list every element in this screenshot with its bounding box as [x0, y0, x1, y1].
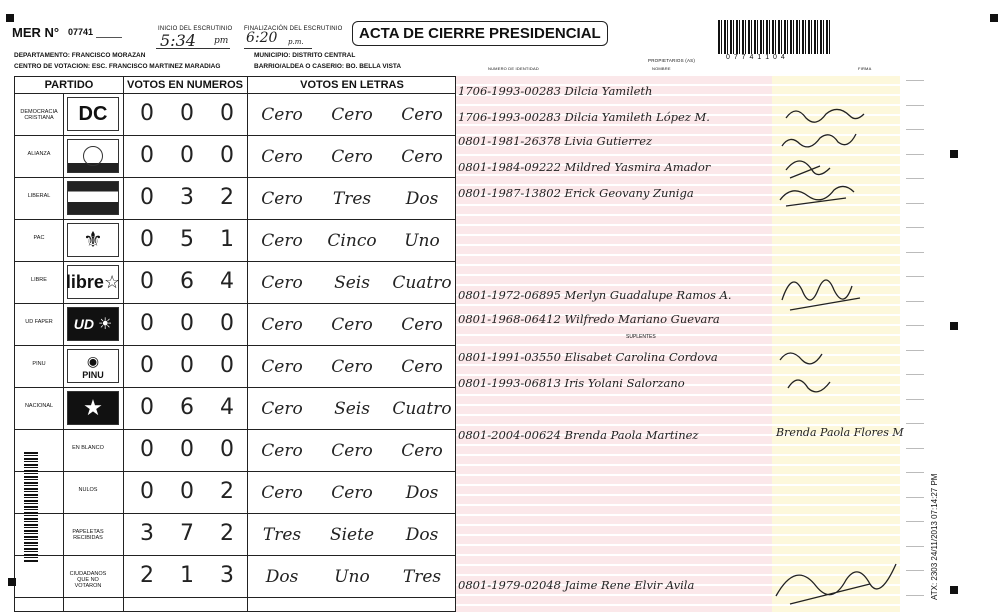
propietarios-label: PROPIETARIOS (AS)	[648, 58, 696, 63]
vote-word: Cero	[331, 441, 373, 461]
row-divider	[15, 429, 455, 430]
mer-label: MER N°	[12, 25, 60, 40]
reg-mark-top-left	[6, 14, 14, 22]
vote-digit: 1	[220, 227, 234, 252]
start-underline	[156, 48, 230, 49]
margin-tick	[906, 252, 924, 253]
party-logo	[67, 223, 119, 257]
vote-digit: 0	[220, 353, 234, 378]
vote-word: Cero	[331, 315, 373, 335]
votes-table	[14, 76, 456, 612]
vote-word: Cuatro	[392, 399, 452, 419]
member-line: 0801-1972-06895 Merlyn Guadalupe Ramos A.	[458, 288, 732, 302]
member-line: 0801-1981-26378 Livia Gutierrez	[458, 134, 653, 148]
margin-tick	[906, 301, 924, 302]
vote-word: Cinco	[327, 231, 377, 251]
vote-digit: 3	[180, 185, 194, 210]
vote-word: Uno	[404, 231, 440, 251]
row-divider	[15, 135, 455, 136]
row-divider	[15, 261, 455, 262]
member-line: 0801-1979-02048 Jaime Rene Elvir Avila	[458, 578, 695, 592]
row-divider	[15, 471, 455, 472]
start-label: INICIO DEL ESCRUTINIO	[158, 26, 233, 32]
sun-icon: ☀	[97, 316, 113, 333]
party-name: PINU	[32, 361, 46, 367]
suplentes-label: SUPLENTES	[626, 334, 656, 340]
margin-tick	[906, 154, 924, 155]
vote-digit: 0	[140, 395, 154, 420]
vote-word: Cero	[261, 147, 303, 167]
row-divider	[15, 219, 455, 220]
party-name: EN BLANCO	[72, 445, 104, 451]
document-title: ACTA DE CIERRE PRESIDENCIAL	[352, 21, 608, 46]
vote-word: Uno	[334, 567, 370, 587]
vote-digit: 0	[220, 101, 234, 126]
margin-tick	[906, 521, 924, 522]
party-logo	[67, 391, 119, 425]
vote-digit: 4	[220, 269, 234, 294]
party-name: LIBRE	[31, 277, 47, 283]
vote-word: Siete	[329, 525, 375, 545]
logo-stamp	[96, 27, 122, 38]
vote-word: Cero	[401, 105, 443, 125]
row-divider	[15, 303, 455, 304]
departamento: DEPARTAMENTO: FRANCISCO MORAZAN	[14, 52, 146, 59]
numero-identidad-label: NUMERO DE IDENTIDAD	[488, 66, 539, 71]
vote-digit: 0	[140, 185, 154, 210]
margin-tick	[906, 497, 924, 498]
party-logo	[67, 265, 119, 299]
vote-digit: 0	[140, 227, 154, 252]
vote-digit: 0	[140, 269, 154, 294]
party-name: UD FAPER	[25, 319, 53, 325]
side-stamp: ATX: 2303 24/11/2013 07:14:27 PM	[930, 473, 939, 600]
vote-digit: 1	[180, 563, 194, 588]
members-id-area	[456, 76, 772, 612]
vote-digit: 0	[140, 101, 154, 126]
vote-word: Seis	[334, 273, 370, 293]
member-line: 0801-1991-03550 Elisabet Carolina Cordova	[458, 350, 718, 364]
vote-digit: 6	[180, 269, 194, 294]
margin-tick	[906, 325, 924, 326]
vote-word: Cero	[261, 315, 303, 335]
barcode	[718, 20, 830, 54]
vote-digit: 0	[180, 437, 194, 462]
vote-word: Cero	[261, 483, 303, 503]
margin-tick	[906, 129, 924, 130]
vote-digit: 0	[140, 479, 154, 504]
vote-word: Dos	[405, 483, 439, 503]
vote-word: Cero	[261, 441, 303, 461]
centro-votacion: CENTRO DE VOTACION: ESC. FRANCISCO MARTINEZ MARADIAG	[14, 63, 221, 70]
member-line: 0801-2004-00624 Brenda Paola Martinez	[458, 428, 699, 442]
row-divider	[15, 597, 455, 598]
firma-label: FIRMA	[858, 66, 872, 71]
vote-digit: 0	[180, 311, 194, 336]
vote-word: Cero	[331, 147, 373, 167]
vote-digit: 0	[220, 143, 234, 168]
row-divider	[15, 555, 455, 556]
reg-mark-mid-right	[950, 150, 958, 158]
vote-digit: 6	[180, 395, 194, 420]
vote-digit: 0	[180, 353, 194, 378]
vote-digit: 0	[140, 353, 154, 378]
libre-logo-text: libre	[65, 271, 104, 292]
party-name: CIUDADANOS QUE NO VOTARON	[69, 571, 107, 589]
margin-tick	[906, 570, 924, 571]
vote-digit: 0	[140, 437, 154, 462]
vote-digit: 4	[220, 395, 234, 420]
side-barcode	[24, 452, 38, 562]
member-line: 0801-1984-09222 Mildred Yasmira Amador	[458, 160, 711, 174]
end-time: 6:20	[246, 30, 278, 46]
margin-tick	[906, 399, 924, 400]
vote-word: Tres	[402, 567, 442, 587]
vote-digit: 3	[220, 563, 234, 588]
pinu-logo-text: PINU	[82, 369, 104, 380]
vote-word: Cero	[401, 315, 443, 335]
col-votos-letras: VOTOS EN LETRAS	[300, 79, 404, 91]
vote-digit: 3	[140, 521, 154, 546]
barrio: BARRIO/ALDEA O CASERIO: BO. BELLA VISTA	[254, 63, 402, 70]
vote-word: Cero	[331, 357, 373, 377]
vote-word: Cero	[261, 231, 303, 251]
vote-digit: 2	[220, 479, 234, 504]
vote-word: Cero	[261, 273, 303, 293]
party-name: DEMOCRACIA CRISTIANA	[20, 109, 58, 121]
member-line: 0801-1968-06412 Wilfredo Mariano Guevara	[458, 312, 720, 326]
vote-word: Cero	[261, 189, 303, 209]
member-line: 1706-1993-00283 Dilcia Yamileth López M.	[458, 110, 710, 124]
vote-digit: 2	[140, 563, 154, 588]
star-icon: ☆	[103, 271, 121, 292]
pac-emblem-icon: ⚜	[83, 227, 103, 252]
margin-tick	[906, 203, 924, 204]
vote-digit: 0	[140, 143, 154, 168]
barcode-text: 0 7 7 4 1 1 0 4	[726, 54, 786, 61]
party-logo	[67, 97, 119, 131]
vote-word: Cero	[401, 147, 443, 167]
vote-word: Cero	[331, 483, 373, 503]
margin-tick	[906, 423, 924, 424]
party-name: PAC	[33, 235, 45, 241]
start-time: 5:34	[160, 31, 196, 50]
alianza-emblem-icon	[83, 146, 103, 166]
margin-tick	[906, 595, 924, 596]
party-logo	[67, 307, 119, 341]
printed-signature: Brenda Paola Flores M	[776, 426, 904, 439]
reg-mark-bottom-right	[950, 586, 958, 594]
party-name: NACIONAL	[24, 403, 54, 409]
member-line: 1706-1993-00283 Dilcia Yamileth	[458, 84, 653, 98]
reg-mark-mid-right-2	[950, 322, 958, 330]
end-label: FINALIZACIÓN DEL ESCRUTINIO	[244, 26, 343, 32]
vote-digit: 2	[220, 521, 234, 546]
margin-tick	[906, 80, 924, 81]
vote-digit: 5	[180, 227, 194, 252]
pinu-emblem-icon: ◉	[86, 352, 100, 369]
row-divider	[15, 177, 455, 178]
margin-tick	[906, 448, 924, 449]
row-divider	[15, 387, 455, 388]
vote-digit: 2	[220, 185, 234, 210]
row-divider	[15, 345, 455, 346]
nombre-label: NOMBRE	[652, 66, 671, 71]
vote-word: Tres	[262, 525, 302, 545]
vote-digit: 0	[220, 437, 234, 462]
party-logo	[67, 181, 119, 215]
vote-word: Seis	[334, 399, 370, 419]
members-signature-area	[772, 76, 900, 612]
dc-logo-text: DC	[78, 102, 108, 125]
vote-digit: 0	[180, 101, 194, 126]
margin-tick	[906, 178, 924, 179]
margin-tick	[906, 546, 924, 547]
party-name: NULOS	[78, 487, 98, 493]
vote-word: Cero	[401, 441, 443, 461]
margin-tick	[906, 227, 924, 228]
municipio: MUNICIPIO: DISTRITO CENTRAL	[254, 52, 356, 59]
ud-logo-text: UD	[73, 316, 94, 332]
member-line: 0801-1987-13802 Erick Geovany Zuniga	[458, 186, 694, 200]
vote-word: Tres	[332, 189, 372, 209]
start-suffix: pm	[214, 36, 229, 46]
vote-digit: 0	[220, 311, 234, 336]
vote-word: Dos	[405, 525, 439, 545]
party-name: PAPELETAS RECIBIDAS	[72, 529, 104, 541]
vote-word: Cero	[261, 105, 303, 125]
margin-tick	[906, 472, 924, 473]
end-underline	[244, 48, 312, 49]
row-divider	[15, 513, 455, 514]
margin-tick	[906, 276, 924, 277]
margin-tick	[906, 105, 924, 106]
vote-word: Cero	[261, 399, 303, 419]
margin-tick	[906, 350, 924, 351]
party-logo	[67, 349, 119, 383]
vote-digit: 0	[180, 479, 194, 504]
vote-digit: 7	[180, 521, 194, 546]
vote-word: Cero	[261, 357, 303, 377]
reg-mark-bottom-left	[8, 578, 16, 586]
vote-digit: 0	[140, 311, 154, 336]
party-name: LIBERAL	[27, 193, 51, 199]
star-icon: ★	[83, 395, 103, 420]
vote-word: Cero	[401, 357, 443, 377]
vote-word: Dos	[265, 567, 299, 587]
vote-word: Cuatro	[392, 273, 452, 293]
col-votos-numeros: VOTOS EN NUMEROS	[127, 79, 243, 91]
vote-word: Dos	[405, 189, 439, 209]
mer-number: 07741	[68, 27, 94, 37]
party-logo	[67, 139, 119, 173]
end-suffix: p.m.	[288, 38, 304, 46]
reg-mark-top-right	[990, 14, 998, 22]
vote-word: Cero	[331, 105, 373, 125]
vote-digit: 0	[180, 143, 194, 168]
margin-tick	[906, 374, 924, 375]
col-partido: PARTIDO	[44, 79, 94, 91]
member-line: 0801-1993-06813 Iris Yolani Salorzano	[458, 376, 685, 390]
party-name: ALIANZA	[27, 151, 51, 157]
